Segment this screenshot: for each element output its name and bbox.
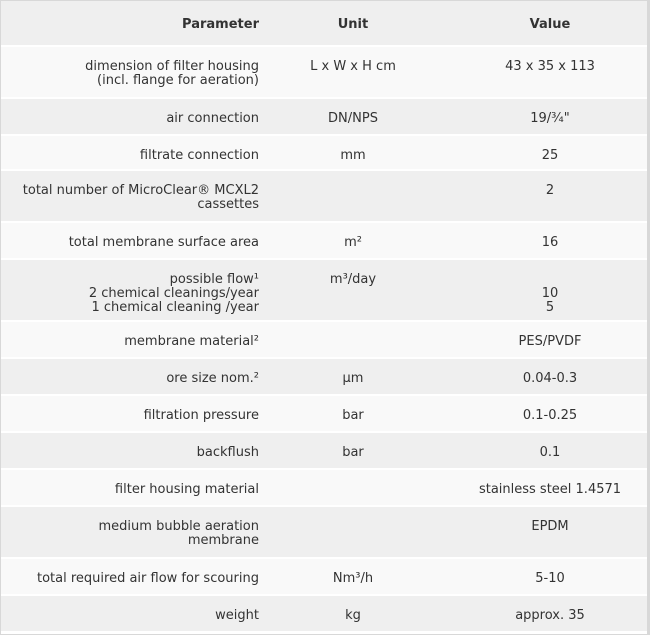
table-row bbox=[1, 98, 647, 135]
table-row bbox=[1, 358, 647, 395]
table-row bbox=[1, 222, 647, 259]
cell-parameter bbox=[1, 506, 263, 558]
cell-parameter-line: (incl. flange for aeration) bbox=[97, 73, 259, 88]
cell-parameter bbox=[1, 395, 263, 432]
cell-value-line: stainless steel 1.4571 bbox=[478, 482, 622, 497]
cell-parameter-line: backflush bbox=[196, 445, 259, 460]
cell-parameter bbox=[1, 595, 263, 632]
cell-parameter-line: dimension of filter housing bbox=[85, 59, 259, 74]
cell-value-line: 0.04-0.3 bbox=[522, 371, 578, 386]
cell-parameter-line: total required air flow for scouring bbox=[37, 571, 259, 586]
cell-parameter-line: filter housing material bbox=[114, 482, 259, 497]
table-row bbox=[1, 506, 647, 558]
cell-parameter bbox=[1, 558, 263, 595]
cell-parameter bbox=[1, 98, 263, 135]
cell-parameter-line: total number of MicroClear® MCXL2 bbox=[22, 183, 259, 198]
table-row bbox=[1, 135, 647, 170]
cell-value-line: 19/¾" bbox=[530, 111, 570, 126]
cell-value bbox=[453, 98, 647, 135]
cell-value-line: 25 bbox=[541, 148, 559, 163]
table-row bbox=[1, 395, 647, 432]
header-parameter: Parameter bbox=[1, 1, 263, 46]
cell-unit-line: kg bbox=[345, 608, 361, 623]
cell-unit bbox=[263, 432, 453, 469]
cell-parameter-line: ore size nom.² bbox=[166, 371, 259, 386]
cell-parameter-line: 2 chemical cleanings/year bbox=[88, 286, 259, 301]
cell-parameter bbox=[1, 170, 263, 222]
cell-value-line: 43 x 35 x 113 bbox=[505, 59, 595, 74]
cell-parameter-line: weight bbox=[215, 608, 259, 623]
cell-parameter bbox=[1, 222, 263, 259]
table-body bbox=[1, 46, 647, 632]
cell-unit bbox=[263, 558, 453, 595]
cell-value bbox=[453, 170, 647, 222]
table-row bbox=[1, 170, 647, 222]
cell-unit-line: m² bbox=[344, 235, 362, 250]
cell-unit-line: µm bbox=[342, 371, 364, 386]
cell-value bbox=[453, 469, 647, 506]
cell-parameter bbox=[1, 432, 263, 469]
cell-value-line: PES/PVDF bbox=[518, 334, 582, 349]
table-row bbox=[1, 259, 647, 321]
cell-value-line: 5-10 bbox=[535, 571, 565, 586]
cell-parameter-line: filtrate connection bbox=[139, 148, 259, 163]
table-row bbox=[1, 469, 647, 506]
cell-unit bbox=[263, 395, 453, 432]
cell-value bbox=[453, 506, 647, 558]
cell-unit-line: mm bbox=[340, 148, 366, 163]
table-row bbox=[1, 595, 647, 632]
cell-unit bbox=[263, 46, 453, 98]
cell-value-line: 10 bbox=[541, 286, 559, 301]
cell-parameter-line: filtration pressure bbox=[143, 408, 259, 423]
cell-parameter bbox=[1, 135, 263, 170]
cell-unit bbox=[263, 506, 453, 558]
cell-parameter-line: medium bubble aeration bbox=[98, 519, 259, 534]
cell-value-line: 0.1-0.25 bbox=[522, 408, 578, 423]
cell-unit-line: DN/NPS bbox=[328, 111, 378, 126]
cell-parameter bbox=[1, 469, 263, 506]
cell-parameter bbox=[1, 259, 263, 321]
cell-value bbox=[453, 358, 647, 395]
cell-value bbox=[453, 259, 647, 321]
cell-unit bbox=[263, 135, 453, 170]
cell-parameter bbox=[1, 358, 263, 395]
cell-parameter-line: air connection bbox=[166, 111, 259, 126]
cell-unit-line bbox=[263, 483, 443, 497]
table-row bbox=[1, 558, 647, 595]
cell-value bbox=[453, 558, 647, 595]
cell-parameter-line: 1 chemical cleaning /year bbox=[91, 300, 259, 315]
cell-value-line: 0.1 bbox=[539, 445, 561, 460]
cell-value-line: 5 bbox=[545, 300, 555, 315]
cell-value-line bbox=[453, 273, 647, 287]
cell-unit-line: bar bbox=[342, 408, 364, 423]
cell-unit bbox=[263, 358, 453, 395]
cell-unit-line bbox=[263, 335, 443, 349]
cell-parameter-line: membrane bbox=[187, 533, 259, 548]
cell-unit-line: bar bbox=[342, 445, 364, 460]
spec-table bbox=[1, 1, 647, 633]
cell-parameter-line: possible flow¹ bbox=[169, 272, 259, 287]
cell-parameter-line: membrane material² bbox=[124, 334, 259, 349]
cell-unit bbox=[263, 98, 453, 135]
cell-unit bbox=[263, 321, 453, 358]
table-header-row bbox=[1, 1, 647, 46]
cell-unit bbox=[263, 469, 453, 506]
cell-value-line: 2 bbox=[545, 183, 555, 198]
table-row bbox=[1, 432, 647, 469]
cell-value bbox=[453, 321, 647, 358]
cell-unit-line bbox=[263, 520, 443, 534]
cell-value bbox=[453, 432, 647, 469]
cell-parameter bbox=[1, 321, 263, 358]
cell-value bbox=[453, 46, 647, 98]
cell-unit bbox=[263, 222, 453, 259]
header-unit: Unit bbox=[263, 1, 453, 46]
cell-value bbox=[453, 595, 647, 632]
cell-value-line: EPDM bbox=[531, 519, 569, 534]
cell-value-line: approx. 35 bbox=[515, 608, 585, 623]
cell-unit-line bbox=[263, 184, 443, 198]
cell-parameter bbox=[1, 46, 263, 98]
cell-value-line: 16 bbox=[541, 235, 559, 250]
cell-unit bbox=[263, 259, 453, 321]
cell-value bbox=[453, 222, 647, 259]
cell-unit-line: L x W x H cm bbox=[310, 59, 396, 74]
cell-unit bbox=[263, 170, 453, 222]
cell-unit-line: m³/day bbox=[329, 272, 377, 287]
table-row bbox=[1, 46, 647, 98]
cell-unit bbox=[263, 595, 453, 632]
table-row bbox=[1, 321, 647, 358]
cell-unit-line: Nm³/h bbox=[332, 571, 374, 586]
header-value: Value bbox=[453, 1, 647, 46]
cell-parameter-line: cassettes bbox=[197, 197, 259, 212]
cell-value bbox=[453, 135, 647, 170]
cell-parameter-line: total membrane surface area bbox=[68, 235, 259, 250]
cell-value bbox=[453, 395, 647, 432]
